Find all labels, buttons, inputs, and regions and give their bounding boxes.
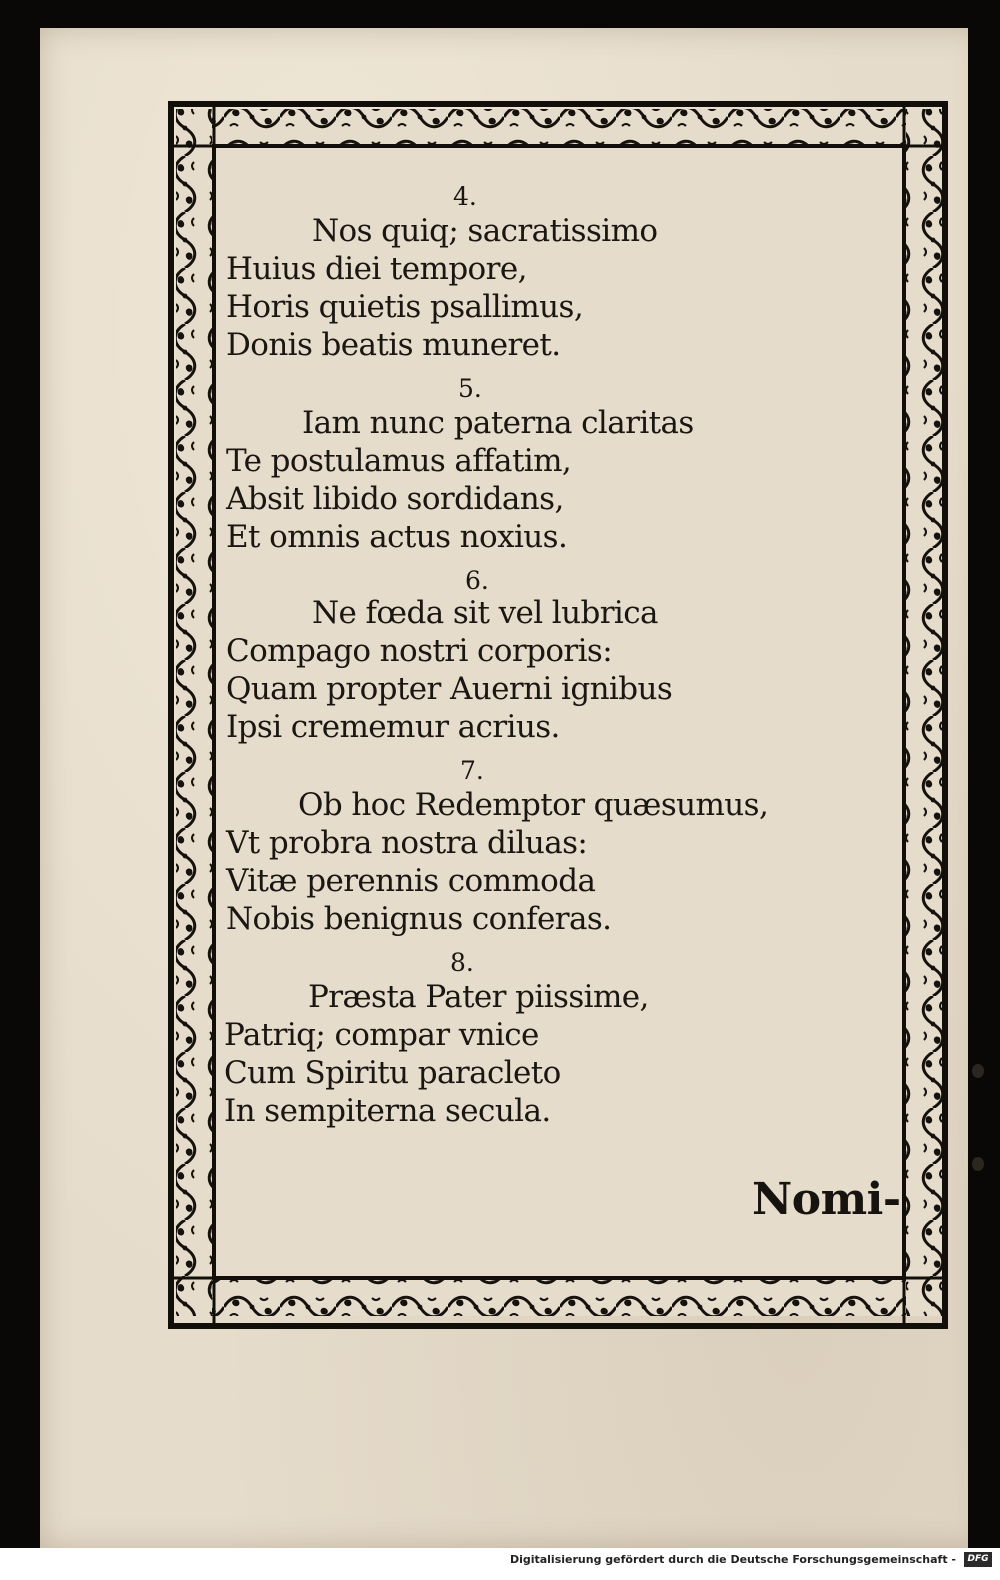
verse-line: Et omnis actus noxius.: [226, 519, 568, 555]
verse-line: Ne fœda sit vel lubrica: [312, 595, 658, 631]
verse-line: Præsta Pater piissime,: [308, 979, 649, 1015]
catchword: Nomi-: [752, 1174, 901, 1225]
verse-line: Absit libido sordidans,: [226, 481, 564, 517]
stanza-number: 8.: [450, 948, 474, 977]
verse-line: Iam nunc paterna claritas: [302, 405, 694, 441]
verse-line: In sempiterna secula.: [224, 1093, 551, 1129]
stanza-number: 4.: [453, 182, 477, 211]
verse-line: Donis beatis muneret.: [226, 327, 561, 363]
verse-line: Huius diei tempore,: [226, 251, 527, 287]
verse-line: Nobis benignus conferas.: [226, 901, 612, 937]
dfg-logo: DFG: [964, 1552, 992, 1567]
verse-line: Ob hoc Redemptor quæsumus,: [298, 787, 769, 823]
verse-line: Horis quietis psallimus,: [226, 289, 584, 325]
verse-line: Compago nostri corporis:: [226, 633, 613, 669]
verse-line: Quam propter Auerni ignibus: [226, 671, 673, 707]
verse-line: Nos quiq; sacratissimo: [312, 213, 658, 249]
verse-line: Patriq; compar vnice: [224, 1017, 539, 1053]
verse-line: Vitæ perennis commoda: [226, 863, 596, 899]
stanza-number: 7.: [460, 756, 484, 785]
verse-line: Vt probra nostra diluas:: [226, 825, 588, 861]
verse-line: Te postulamus affatim,: [226, 443, 572, 479]
verse-line: Cum Spiritu paracleto: [224, 1055, 561, 1091]
stanza-number: 5.: [458, 374, 482, 403]
verse-line: Ipsi crememur acrius.: [226, 709, 560, 745]
stanza-number: 6.: [465, 566, 489, 595]
digitization-credit: Digitalisierung gefördert durch die Deutsche Forschungsgemeinschaft -: [509, 1553, 956, 1566]
